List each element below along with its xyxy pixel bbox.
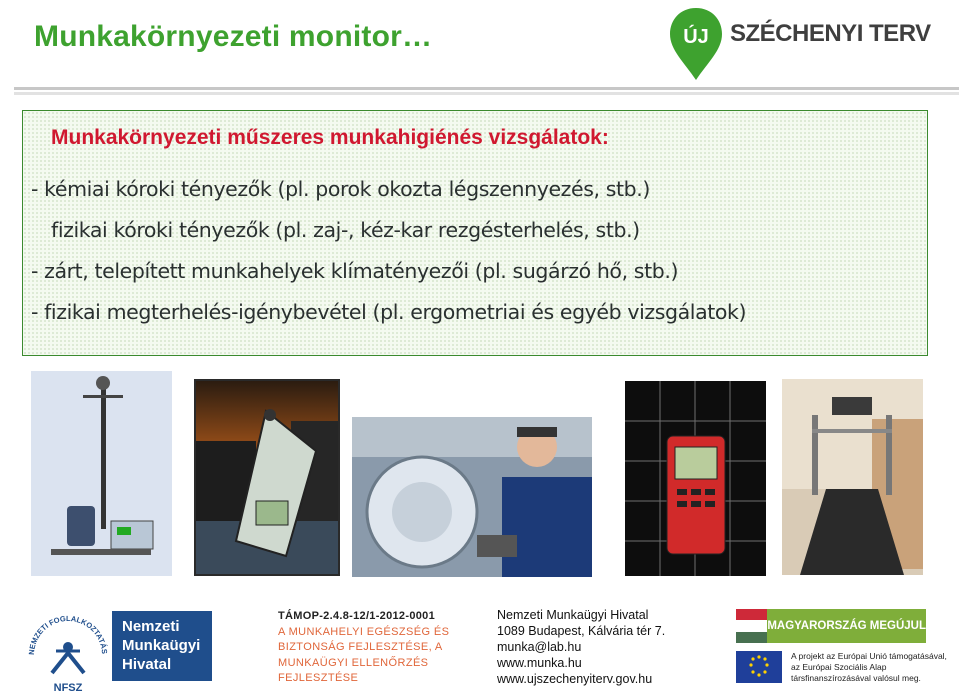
nfsz-logo bbox=[22, 611, 114, 695]
photo-sound-level-meter bbox=[194, 379, 340, 576]
section-subtitle: Munkakörnyezeti műszeres munkahigiénés vizsgálatok: bbox=[51, 126, 609, 149]
website-link[interactable]: www.ujszechenyiterv.gov.hu bbox=[497, 672, 653, 686]
list-item: - zárt, telepített munkahelyek klímatényezői (pl. sugárzó hő, stb.) bbox=[31, 259, 679, 283]
photo-climate-meter bbox=[625, 381, 766, 576]
nfsz-name-panel: Nemzeti Munkaügyi Hivatal bbox=[112, 611, 212, 681]
header-divider bbox=[14, 87, 959, 95]
website-link[interactable]: www.munka.hu bbox=[497, 656, 582, 670]
page-title: Munkakörnyezeti monitor… bbox=[34, 20, 433, 53]
list-item: fizikai kóroki tényezők (pl. zaj-, kéz-kar rezgésterhelés, stb.) bbox=[51, 218, 640, 242]
photo-engineer-measurement bbox=[352, 417, 592, 577]
photo-weather-station bbox=[31, 371, 172, 576]
szechenyi-terv-logo bbox=[668, 6, 931, 82]
photo-treadmill bbox=[782, 379, 923, 575]
hungary-flag-banner: MAGYARORSZÁG MEGÚJUL bbox=[736, 609, 926, 643]
list-item: - fizikai megterhelés-igénybevétel (pl. ergometriai és egyéb vizsgálatok) bbox=[31, 300, 747, 324]
content-panel bbox=[22, 110, 928, 356]
contact-info: Nemzeti Munkaügyi Hivatal 1089 Budapest, Kálvária tér 7. munka@lab.hu www.munka.hu www.ujszechenyiterv.gov.hu bbox=[497, 608, 666, 686]
tamop-project-info: TÁMOP-2.4.8-12/1-2012-0001 A MUNKAHELYI EGÉSZSÉG ÉS BIZTONSÁG FEJLESZTÉSE, A MUNKAÜGYI ELLENŐRZÉS FEJLESZTÉSE bbox=[278, 610, 450, 684]
svg-text:NEMZETI FOGLALKOZTATÁSI SZOLGÁ: NEMZETI FOGLALKOZTATÁS bbox=[26, 613, 110, 656]
email-link[interactable]: munka@lab.hu bbox=[497, 640, 582, 654]
eu-flag-icon bbox=[736, 651, 782, 683]
eu-funding-note: A projekt az Európai Unió támogatásával, az Európai Szociális Alap társfinanszírozásával valósul meg. bbox=[791, 651, 947, 683]
logo-wordmark: SZÉCHENYI TERV bbox=[730, 20, 931, 47]
list-item: - kémiai kóroki tényezők (pl. porok okozta légszennyezés, stb.) bbox=[31, 177, 651, 201]
svg-text:ÚJ: ÚJ bbox=[683, 26, 709, 48]
map-pin-icon bbox=[668, 6, 724, 82]
svg-text:NFSZ: NFSZ bbox=[53, 682, 83, 694]
hungary-flag-icon bbox=[736, 609, 767, 643]
